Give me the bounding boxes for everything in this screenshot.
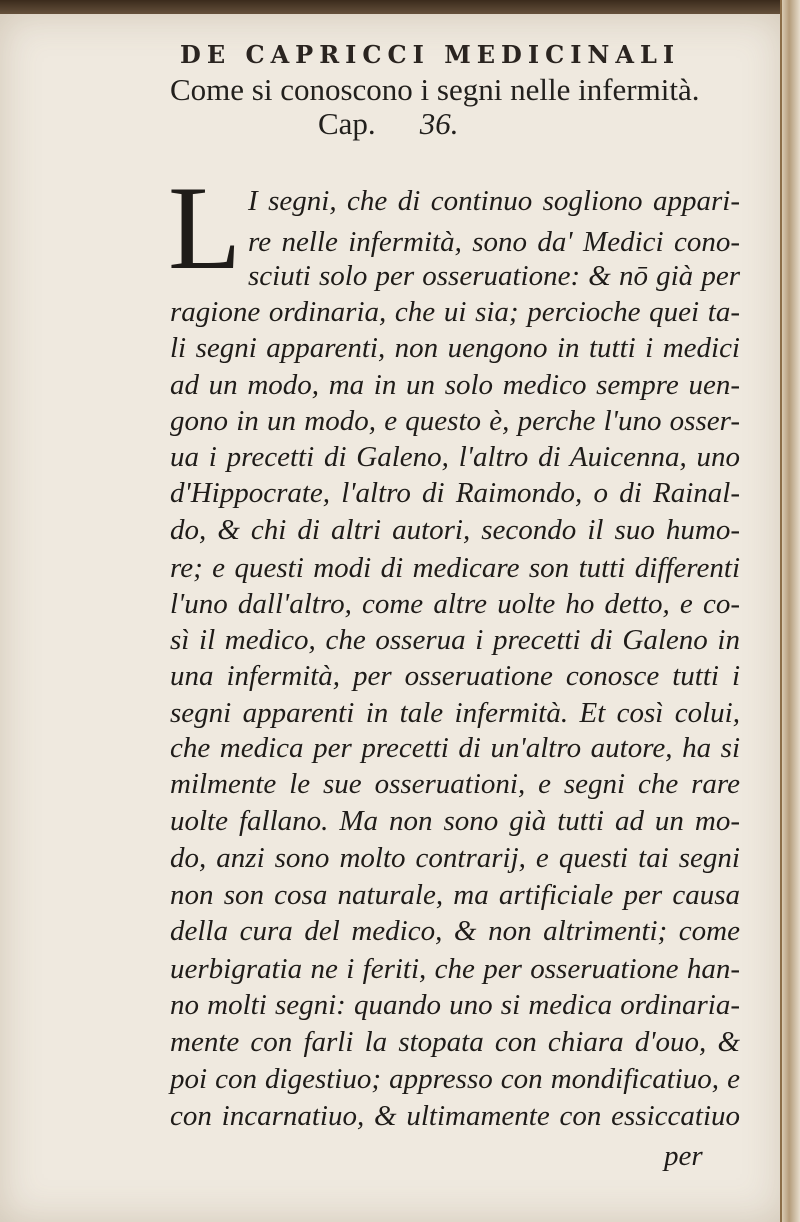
text-line: una infermità, per osseruatione conosce tutti i bbox=[170, 660, 740, 692]
chapter-heading bbox=[318, 106, 458, 142]
text-line: che medica per precetti di un'altro autore, ha si bbox=[170, 732, 740, 764]
text-line: re; e questi modi di medicare son tutti differenti bbox=[170, 552, 740, 584]
text-line: sì il medico, che osserua i precetti di Galeno in bbox=[170, 624, 740, 656]
text-line: re nelle infermità, sono da' Medici cono- bbox=[248, 226, 740, 258]
text-line: con incarnatiuo, & ultimamente con essiccatiuo bbox=[170, 1100, 740, 1132]
text-line: uolte fallano. Ma non sono già tutti ad un mo- bbox=[170, 805, 740, 837]
text-line: do, & chi di altri autori, secondo il suo humo- bbox=[170, 514, 740, 546]
text-line: milmente le sue osseruationi, e segni che rare bbox=[170, 768, 740, 800]
text-line: no molti segni: quando uno si medica ordinaria- bbox=[170, 989, 740, 1021]
page-edge bbox=[780, 0, 800, 1222]
text-line: mente con farli la stopata con chiara d'ouo, & bbox=[170, 1026, 740, 1058]
text-line: d'Hippocrate, l'altro di Raimondo, o di Rainal- bbox=[170, 477, 740, 509]
text-line: li segni apparenti, non uengono in tutti i medici bbox=[170, 332, 740, 364]
text-line: della cura del medico, & non altrimenti; come bbox=[170, 915, 740, 947]
chapter-title: Come si conoscono i segni nelle infermità. bbox=[170, 72, 700, 107]
text-line: ragione ordinaria, che ui sia; percioche quei ta- bbox=[170, 296, 740, 328]
text-line: ua i precetti di Galeno, l'altro di Auicenna, uno bbox=[170, 441, 740, 473]
chapter-number: 36. bbox=[419, 106, 459, 141]
catchword: per bbox=[664, 1140, 703, 1172]
text-line: gono in un modo, e questo è, perche l'uno osser- bbox=[170, 405, 740, 437]
text-line: sciuti solo per osseruatione: & nō già per bbox=[248, 260, 740, 292]
text-line: ad un modo, ma in un solo medico sempre uen- bbox=[170, 369, 740, 401]
text-line: poi con digestiuo; appresso con mondificatiuo, e bbox=[170, 1063, 740, 1095]
running-head: DE CAPRICCI MEDICINALI bbox=[180, 40, 681, 69]
text-line: uerbigratia ne i feriti, che per osseruatione han- bbox=[170, 953, 740, 985]
text-line: do, anzi sono molto contrarij, e questi tai segni bbox=[170, 842, 740, 874]
text-line: segni apparenti in tale infermità. Et così colui, bbox=[170, 697, 740, 729]
chapter-label: Cap. bbox=[318, 106, 376, 141]
text-line: l'uno dall'altro, come altre uolte ho detto, e co- bbox=[170, 588, 740, 620]
text-line: non son cosa naturale, ma artificiale per causa bbox=[170, 879, 740, 911]
drop-cap: L bbox=[168, 161, 242, 294]
text-line: I segni, che di continuo sogliono appari- bbox=[248, 185, 740, 217]
